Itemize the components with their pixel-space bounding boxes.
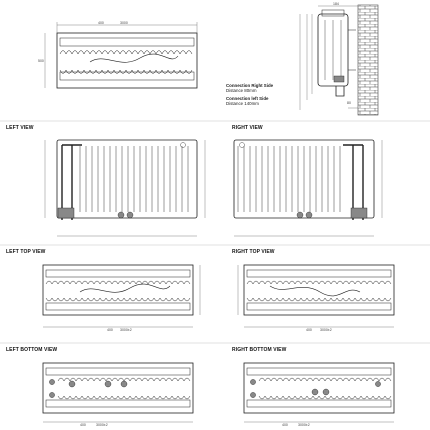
left-bottom-width-b: 3000±2 xyxy=(96,423,108,427)
label-left-top-view: LEFT TOP VIEW xyxy=(6,249,46,255)
side-depth-label: 184 xyxy=(333,2,339,6)
left-bottom-width-a: 400 xyxy=(80,423,86,427)
right-top-width-b: 3000±2 xyxy=(320,328,332,332)
label-right-top-view: RIGHT TOP VIEW xyxy=(232,249,275,255)
left-top-width-b: 3000±2 xyxy=(120,328,132,332)
label-left-bottom-view: LEFT BOTTOM VIEW xyxy=(6,347,58,353)
right-top-view-drawing xyxy=(238,265,394,327)
overview-height: 500 xyxy=(38,59,44,63)
label-right-bottom-view: RIGHT BOTTOM VIEW xyxy=(232,347,287,353)
side-short-dim: 80 xyxy=(347,101,351,105)
left-bottom-view-drawing xyxy=(43,363,193,422)
label-right-view: RIGHT VIEW xyxy=(232,125,263,131)
overview-width-b: 3000 xyxy=(120,21,128,25)
right-bottom-width-b: 3000±2 xyxy=(298,423,310,427)
overview-front-drawing xyxy=(45,22,197,88)
label-left-view: LEFT VIEW xyxy=(6,125,34,131)
connection-right-distance: Distance 80mm xyxy=(226,88,257,94)
left-top-width-a: 400 xyxy=(107,328,113,332)
right-bottom-view-drawing xyxy=(244,363,394,422)
overview-width-a: 400 xyxy=(98,21,104,25)
connection-left-title: Connection left Side xyxy=(226,95,269,101)
connection-right-title: Connection Right Side xyxy=(226,83,274,88)
right-view-drawing xyxy=(234,140,382,236)
left-view-drawing xyxy=(45,140,205,236)
right-top-width-a: 400 xyxy=(306,328,312,332)
right-bottom-width-a: 400 xyxy=(282,423,288,427)
left-top-view-drawing xyxy=(43,265,200,327)
connection-left-distance: Distance 140mm xyxy=(226,101,259,107)
